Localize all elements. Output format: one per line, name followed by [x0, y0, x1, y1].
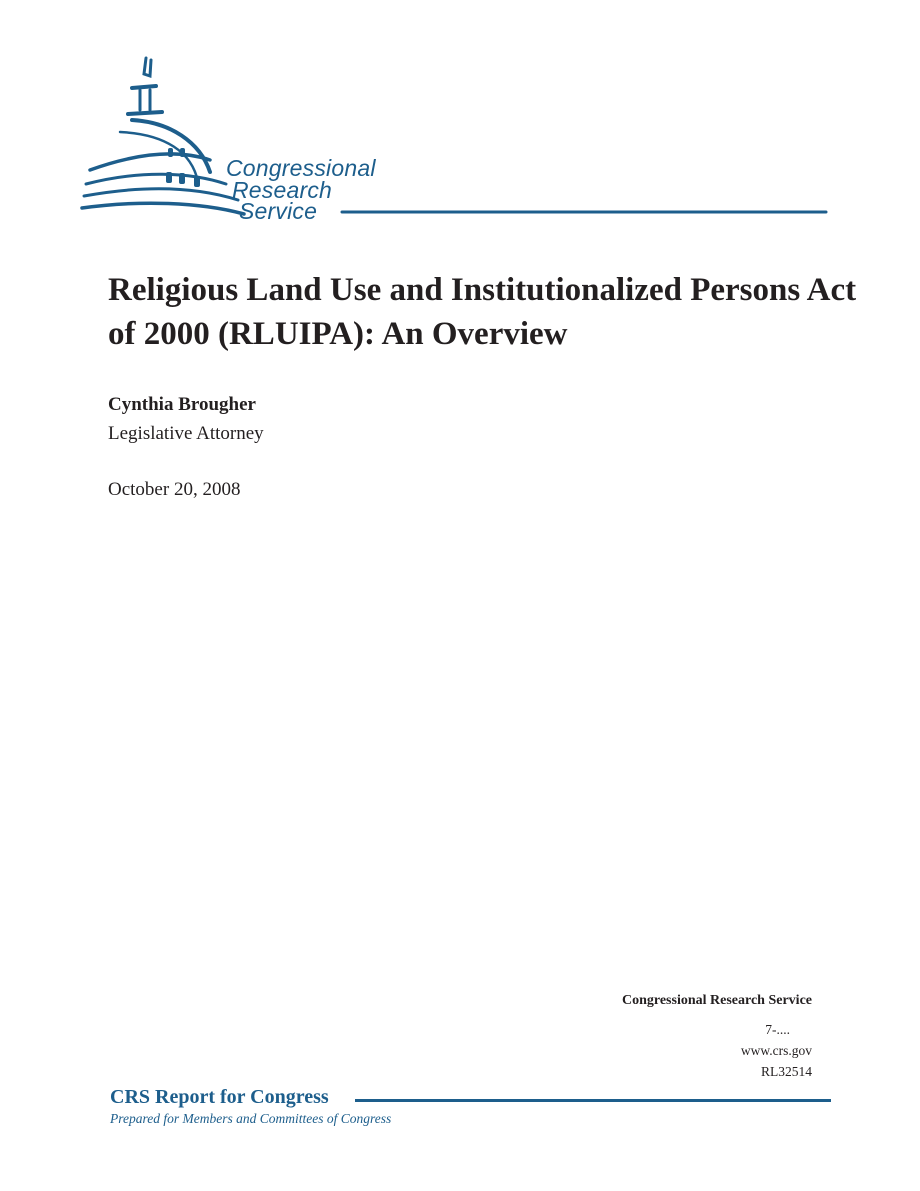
footer-rule	[355, 1099, 831, 1102]
logo-word-service: Service	[239, 198, 318, 224]
crs-logo	[80, 52, 840, 227]
publisher-block	[622, 990, 812, 1082]
report-date: October 20, 2008	[108, 479, 241, 500]
footer-title: CRS Report for Congress	[110, 1086, 329, 1108]
author-name: Cynthia Brougher	[108, 394, 256, 415]
logo-word-congressional: Congressional	[226, 155, 376, 181]
author-role: Legislative Attorney	[108, 423, 264, 444]
footer-subtitle: Prepared for Members and Committees of Congress	[110, 1111, 392, 1126]
logo-word-research: Research	[232, 177, 333, 203]
report-number: RL32514	[760, 1064, 812, 1079]
publisher-name: Congressional Research Service	[621, 993, 812, 1008]
publisher-website: www.crs.gov	[740, 1043, 812, 1058]
capitol-dome-icon	[80, 52, 840, 227]
publisher-code: 7-....	[765, 1022, 790, 1037]
report-title: Religious Land Use and Institutionalized Persons Act of 2000 (RLUIPA): An Overview	[108, 272, 857, 352]
